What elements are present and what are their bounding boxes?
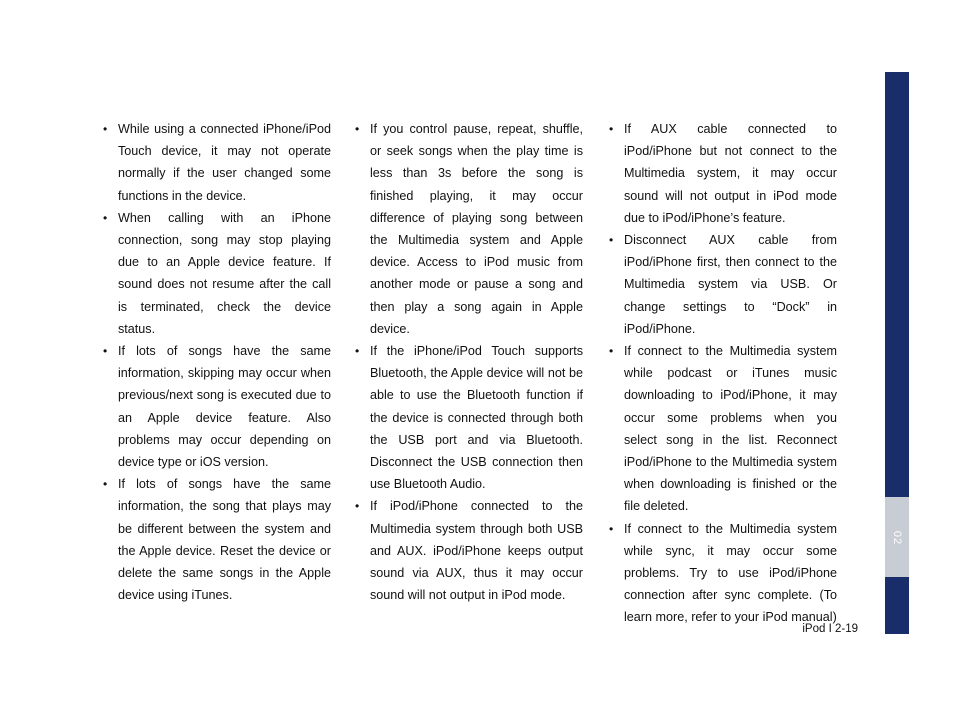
bullet-icon: • (103, 122, 108, 136)
bullet-icon: • (103, 210, 108, 225)
page-footer: iPod I 2-19 (802, 623, 858, 635)
bullet-text: When calling with an iPhone connection, song may stop playing due to an Apple device feature. If sound does not resume after the call is terminated, check the device status. (118, 210, 331, 336)
bullet-icon: • (609, 521, 614, 536)
bullet-icon: • (609, 122, 614, 136)
bullet-list (609, 118, 837, 629)
bullet-icon: • (609, 233, 614, 248)
list-item (355, 495, 583, 606)
column-1 (103, 118, 331, 606)
list-item (609, 118, 837, 229)
bullet-icon: • (355, 122, 360, 136)
bullet-icon: • (355, 499, 360, 514)
bullet-list (103, 118, 331, 606)
list-item (355, 118, 583, 340)
chapter-tab-label (885, 520, 909, 556)
list-item (103, 118, 331, 207)
bullet-list (355, 118, 583, 606)
bullet-icon: • (103, 344, 108, 359)
list-item (355, 340, 583, 495)
bullet-text: If iPod/iPhone connected to the Multimedia system through both USB and AUX. iPod/iPhone keeps output sound via AUX, thus it may occur sound will not output in iPod mode. (370, 499, 583, 603)
bullet-text: If lots of songs have the same information, the song that plays may be different between the system and the Apple device. Reset the device or delete the same songs in the Apple device using iTunes. (118, 477, 331, 603)
list-item (103, 473, 331, 606)
bullet-icon: • (103, 477, 108, 492)
chapter-number: 02 (891, 530, 903, 546)
bullet-text: If AUX cable connected to iPod/iPhone but not connect to the Multimedia system, it may occur sound will not output in iPod mode due to iPod/iPhone’s feature. (624, 122, 837, 225)
bullet-text: While using a connected iPhone/iPod Touch device, it may not operate normally if the user changed some functions in the device. (118, 122, 331, 203)
list-item (609, 340, 837, 518)
bullet-icon: • (355, 344, 360, 359)
bullet-text: If lots of songs have the same information, skipping may occur when previous/next song is executed due to an Apple device feature. Also problems may occur depending on device type or iOS version. (118, 344, 331, 470)
column-3 (609, 118, 837, 629)
bullet-text: If you control pause, repeat, shuffle, or seek songs when the play time is less than 3s before the song is finished playing, it may occur difference of playing song between the Multimedia system and Apple device. Access to iPod music from another mode or pause a song and then play a song again in Apple device. (370, 122, 583, 336)
list-item (103, 340, 331, 473)
list-item (609, 229, 837, 340)
list-item (103, 207, 331, 340)
bullet-text: Disconnect AUX cable from iPod/iPhone first, then connect to the Multimedia system via USB. Or change settings to “Dock” in iPod/iPhone. (624, 233, 837, 336)
bullet-text: If connect to the Multimedia system while sync, it may occur some problems. Try to use iPod/iPhone connection after sync complete. (To learn more, refer to your iPod manual) (624, 521, 837, 625)
column-2 (355, 118, 583, 606)
bullet-text: If connect to the Multimedia system while podcast or iTunes music downloading to iPod/iPhone, it may occur some problems when you select song in the list. Reconnect iPod/iPhone to the Multimedia system when downloading is finished or the file deleted. (624, 344, 837, 514)
bullet-text: If the iPhone/iPod Touch supports Bluetooth, the Apple device will not be able to use the Bluetooth function if the device is connected through both the USB port and via Bluetooth. Disconnect the USB connection then use Bluetooth Audio. (370, 344, 583, 492)
list-item (609, 518, 837, 629)
bullet-icon: • (609, 344, 614, 359)
